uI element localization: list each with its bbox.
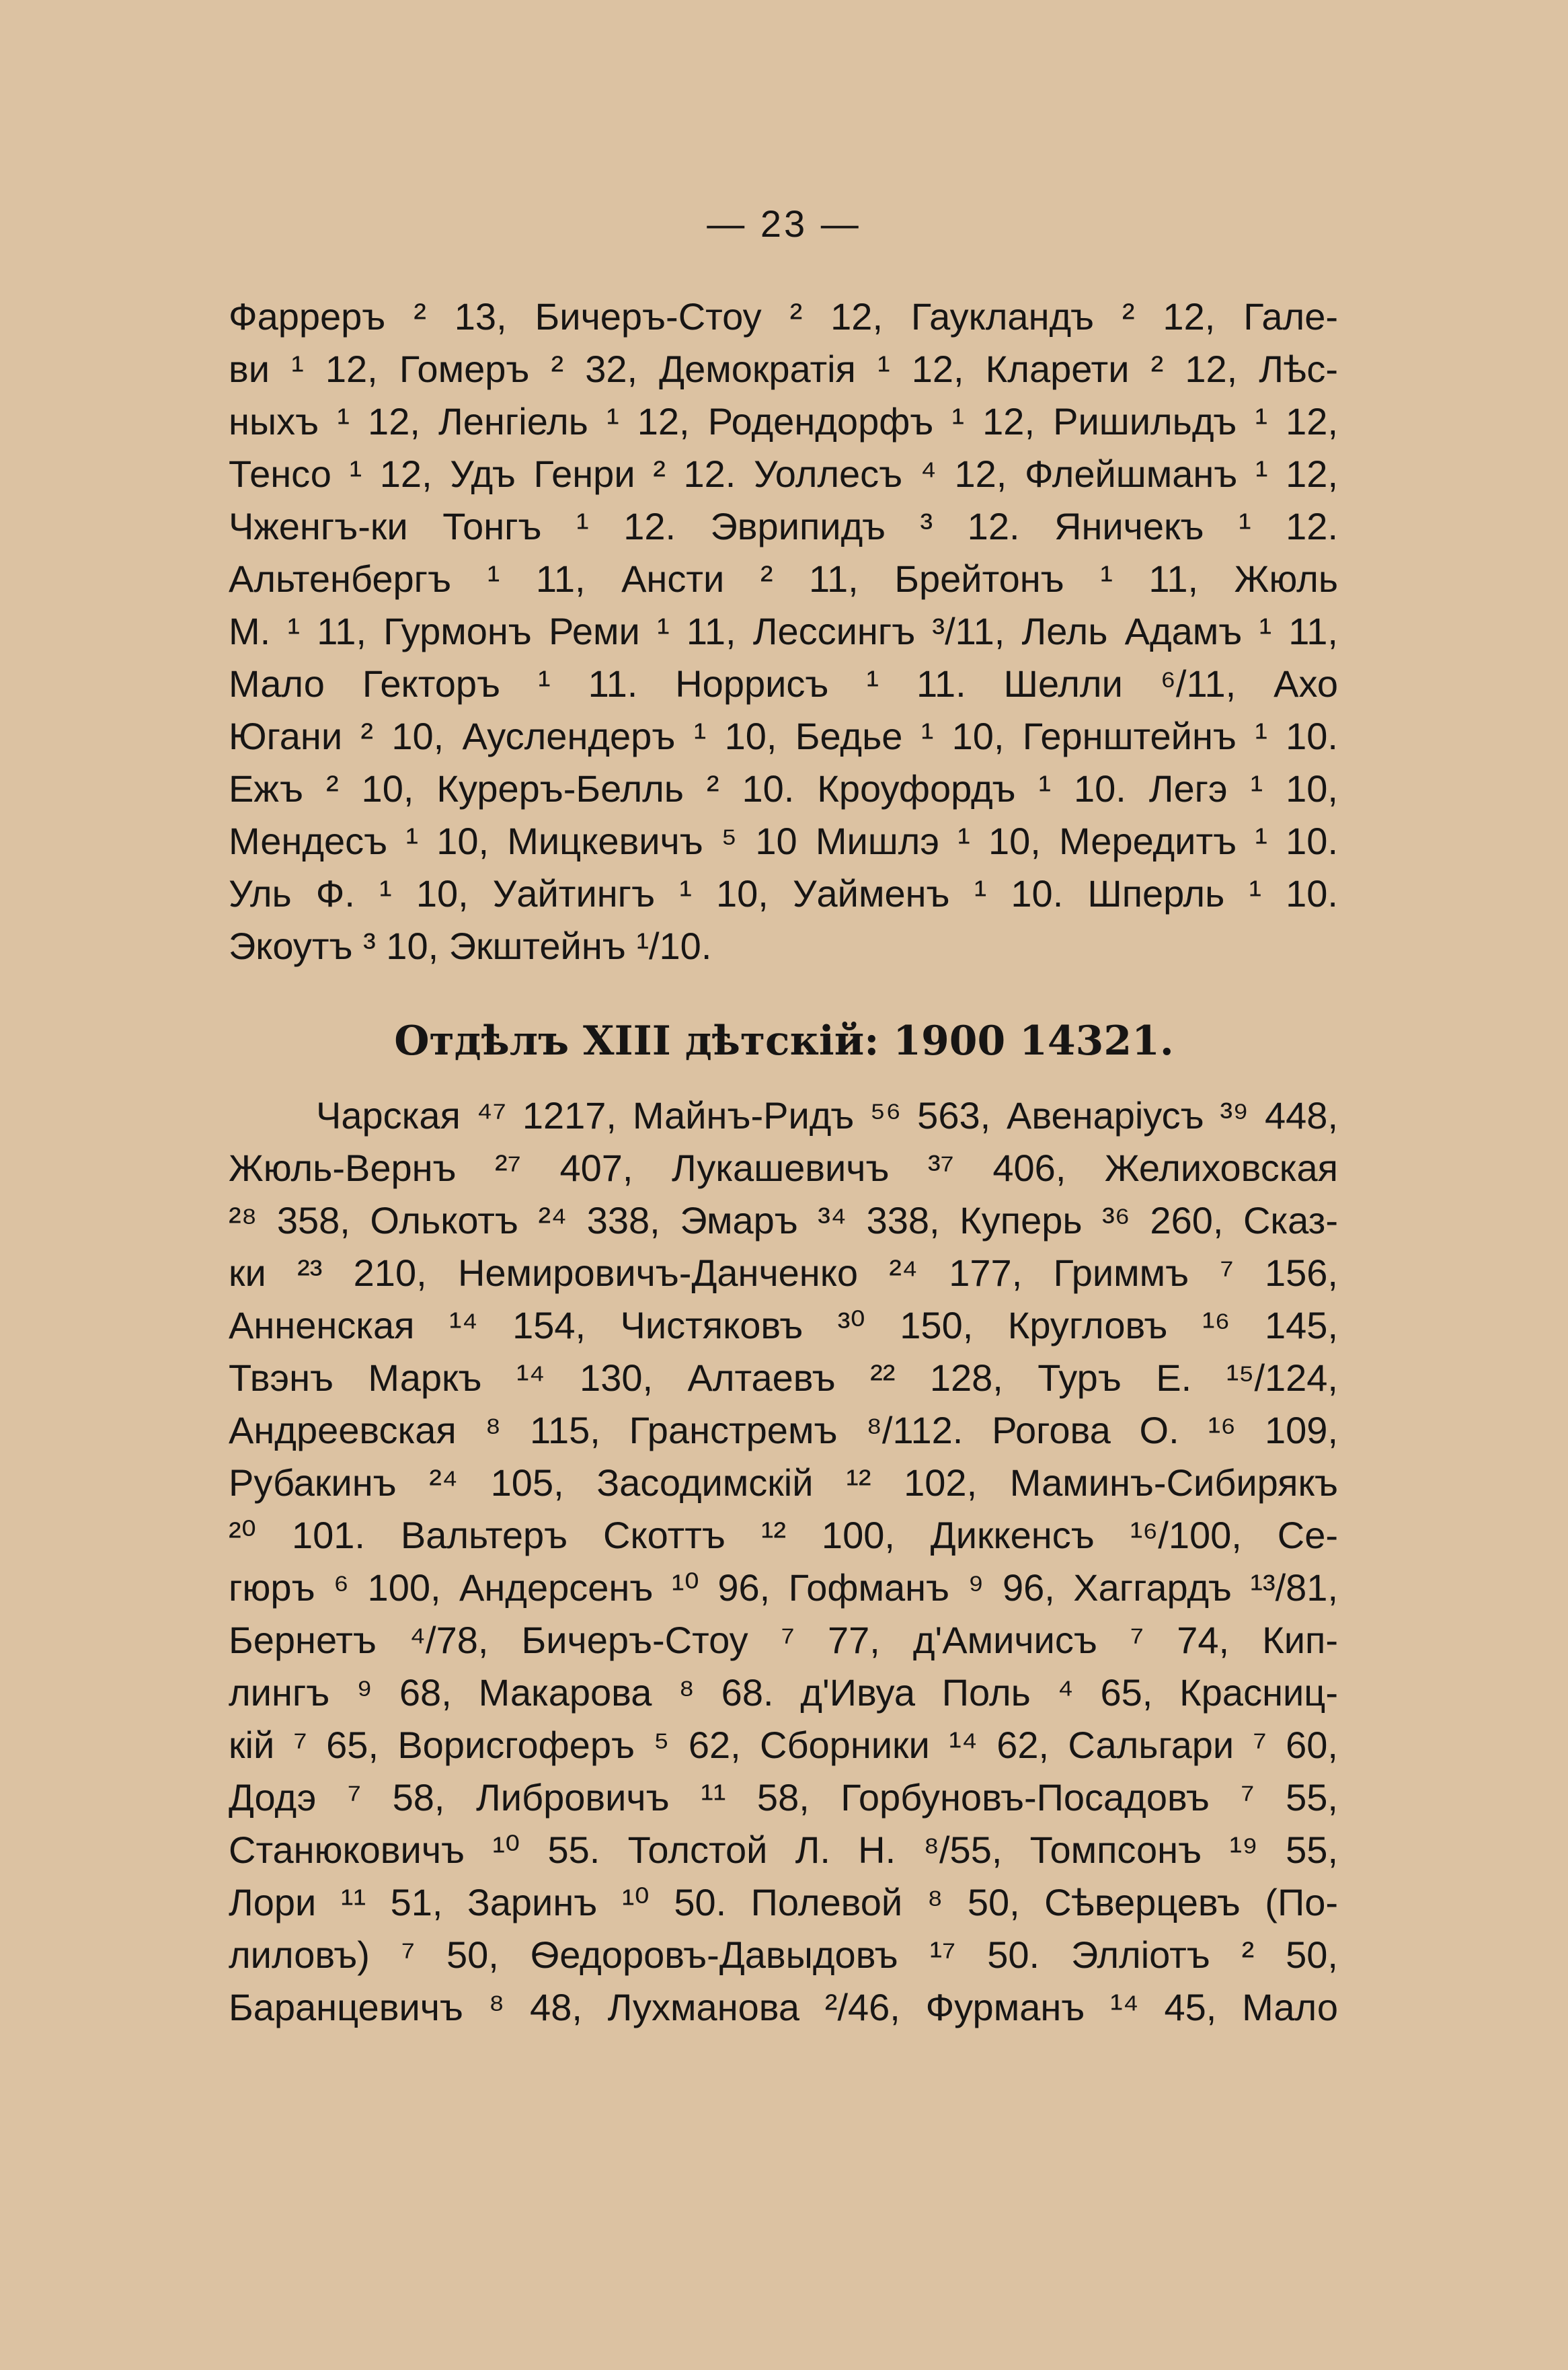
text-line: Ежъ ² 10, Куреръ-Белль ² 10. Кроуфордъ ¹ 10. Легэ ¹ 10,	[229, 767, 1338, 810]
text-line: Жюль-Вернъ ²⁷ 407, Лукашевичъ ³⁷ 406, Желиховская	[229, 1147, 1338, 1189]
text-line: Станюковичъ ¹⁰ 55. Толстой Л. Н. ⁸/55, Томпсонъ ¹⁹ 55,	[229, 1829, 1338, 1871]
text-line: Баранцевичъ ⁸ 48, Лухманова ²/46, Фурманъ ¹⁴ 45, Мало	[229, 1986, 1338, 2028]
page-number: — 23 —	[707, 202, 861, 245]
text-line: Чженгъ-ки Тонгъ ¹ 12. Эврипидъ ³ 12. Яничекъ ¹ 12.	[229, 505, 1338, 547]
text-line: ки ²³ 210, Немировичъ-Данченко ²⁴ 177, Гриммъ ⁷ 156,	[229, 1252, 1338, 1294]
text-line: Лори ¹¹ 51, Заринъ ¹⁰ 50. Полевой ⁸ 50, Сѣверцевъ (По-	[229, 1881, 1338, 1923]
text-line: ²⁰ 101. Вальтеръ Скоттъ ¹² 100, Диккенсъ ¹⁶/100, Се-	[229, 1514, 1338, 1556]
text-line: Андреевская ⁸ 115, Гранстремъ ⁸/112. Рогова О. ¹⁶ 109,	[229, 1409, 1338, 1451]
text-line: ²⁸ 358, Олькотъ ²⁴ 338, Эмаръ ³⁴ 338, Куперь ³⁶ 260, Сказ-	[229, 1199, 1338, 1241]
text-line: ви ¹ 12, Гомеръ ² 32, Демократія ¹ 12, Кларети ² 12, Лѣс-	[229, 348, 1338, 390]
text-line: Мало Гекторъ ¹ 11. Норрисъ ¹ 11. Шелли ⁶/11, Ахо	[229, 662, 1338, 705]
text-line: Бернетъ ⁴/78, Бичеръ-Стоу ⁷ 77, д'Амичисъ ⁷ 74, Кип-	[229, 1619, 1338, 1661]
text-line: Рубакинъ ²⁴ 105, Засодимскій ¹² 102, Маминъ-Сибирякъ	[229, 1461, 1338, 1504]
text-line: Экоутъ ³ 10, Экштейнъ ¹/10.	[229, 925, 712, 967]
text-line: Уль Ф. ¹ 10, Уайтингъ ¹ 10, Уайменъ ¹ 10. Шперль ¹ 10.	[229, 872, 1338, 915]
text-line: ныхъ ¹ 12, Ленгіель ¹ 12, Родендорфъ ¹ 12, Ришильдъ ¹ 12,	[229, 400, 1338, 443]
text-line: гюръ ⁶ 100, Андерсенъ ¹⁰ 96, Гофманъ ⁹ 96, Хаггардъ ¹³/81,	[229, 1566, 1338, 1609]
text-line: Твэнъ Маркъ ¹⁴ 130, Алтаевъ ²² 128, Туръ Е. ¹⁵/124,	[229, 1356, 1338, 1399]
section-heading: Отдѣлъ XIII дѣтскій: 1900 14321.	[394, 1018, 1174, 1065]
text-line: М. ¹ 11, Гурмонъ Реми ¹ 11, Лессингъ ³/11, Лель Адамъ ¹ 11,	[229, 610, 1338, 652]
text-line: кій ⁷ 65, Ворисгоферъ ⁵ 62, Сборники ¹⁴ 62, Сальгари ⁷ 60,	[229, 1724, 1338, 1766]
text-line: Югани ² 10, Ауслендеръ ¹ 10, Бедье ¹ 10, Гернштейнъ ¹ 10.	[229, 715, 1338, 757]
text-line: лиловъ) ⁷ 50, Ѳедоровъ-Давыдовъ ¹⁷ 50. Эллiотъ ² 50,	[229, 1934, 1338, 1976]
text-line: Альтенбергъ ¹ 11, Ансти ² 11, Брейтонъ ¹ 11, Жюль	[229, 558, 1338, 600]
text-line: лингъ ⁹ 68, Макарова ⁸ 68. д'Ивуа Поль ⁴ 65, Красниц-	[229, 1671, 1338, 1714]
text-line: Чарская ⁴⁷ 1217, Майнъ-Ридъ ⁵⁶ 563, Авенаріусъ ³⁹ 448,	[316, 1094, 1338, 1137]
text-line: Анненская ¹⁴ 154, Чистяковъ ³⁰ 150, Кругловъ ¹⁶ 145,	[229, 1304, 1338, 1346]
text-line: Фарреръ ² 13, Бичеръ-Стоу ² 12, Гаукландъ ² 12, Гале-	[229, 295, 1338, 338]
text-line: Мендесъ ¹ 10, Мицкевичъ ⁵ 10 Мишлэ ¹ 10, Мередитъ ¹ 10.	[229, 820, 1338, 862]
text-line: Тенсо ¹ 12, Удъ Генри ² 12. Уоллесъ ⁴ 12, Флейшманъ ¹ 12,	[229, 453, 1338, 495]
text-line: Додэ ⁷ 58, Либровичъ ¹¹ 58, Горбуновъ-Посадовъ ⁷ 55,	[229, 1776, 1338, 1819]
